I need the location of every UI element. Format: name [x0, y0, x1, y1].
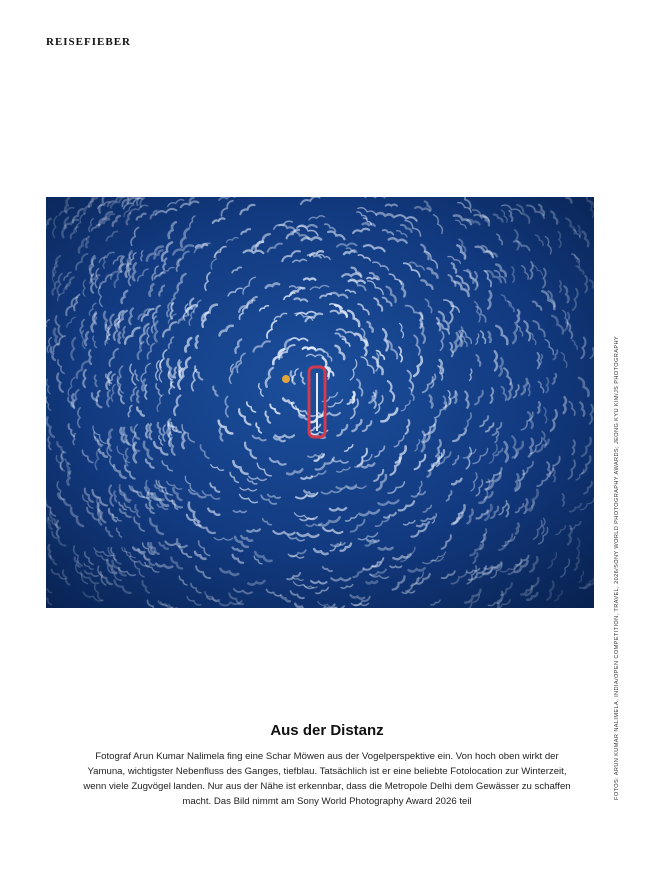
article-caption: Fotograf Arun Kumar Nalimela fing eine Schar Möwen aus der Vogelperspektive ein. Von hoch oben wirkt der Yamuna, wichtigster Nebenfluss des Ganges, tiefblau. Tatsächlich ist er eine beliebte Fotolocation zur Winterzeit, wenn viele Zugvögel landen. Nur aus der Nähe ist erkennbar, dass die Metropole Delhi dem Gewässer zu schaffen macht. Das Bild nimmt am Sony World Photography Award 2026 teil: [83, 751, 571, 807]
article-headline: Aus der Distanz: [270, 722, 384, 739]
section-label: REISEFIEBER: [46, 36, 131, 48]
photo-credit: FOTOS: ARUN KUMAR NALIMELA, INDIA/OPEN COMPETITION, TRAVEL, 2026/SONY WORLD PHOTOGRAPHY AWARDS; JEONG KYU KIM/JS PHOTOGRAPHY: [614, 335, 620, 800]
bird-photo: [46, 197, 594, 608]
